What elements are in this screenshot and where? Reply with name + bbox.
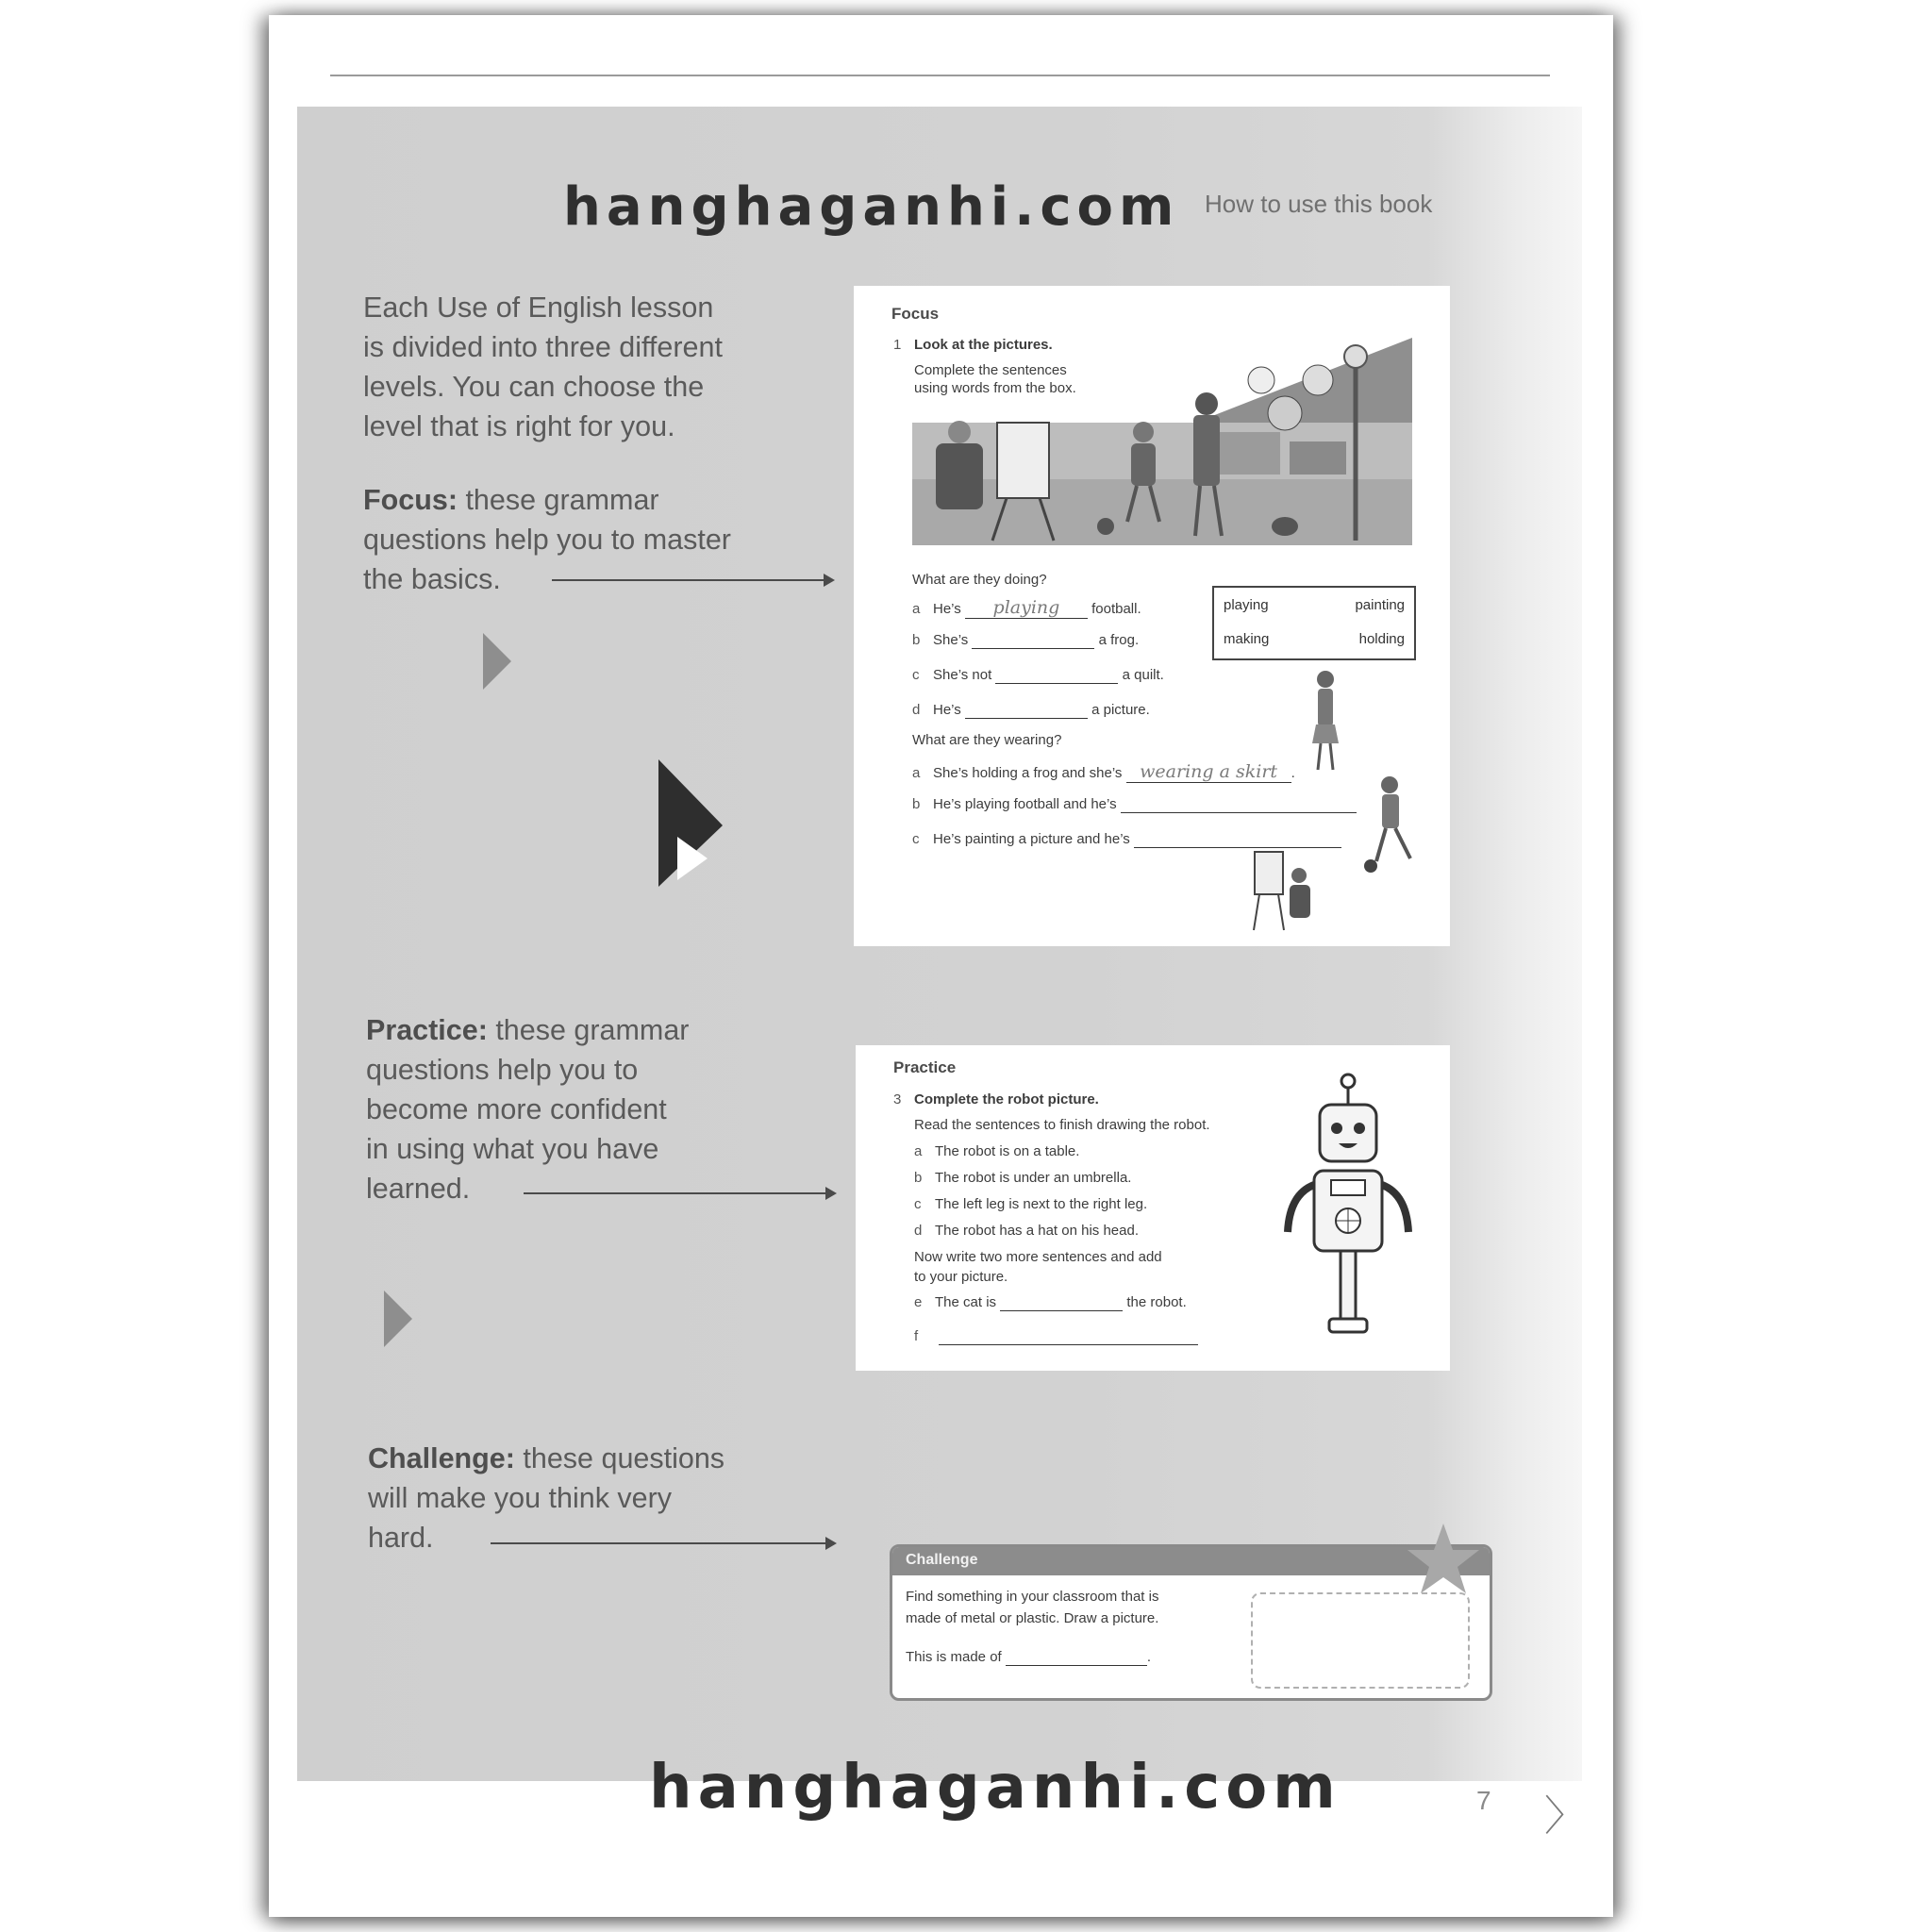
top-rule [330,75,1550,76]
section-header: How to use this book [1205,190,1433,218]
focus-card [854,286,1450,946]
girl-figure-illustration [1307,668,1344,772]
challenge-text: made of metal or plastic. Draw a picture. [906,1610,1159,1626]
challenge-arrow [491,1542,835,1544]
wearing-a: a She’s holding a frog and she’s wearing a skirt . [912,761,1295,782]
practice-arrow [524,1192,835,1194]
exercise-d: d He’s a picture. [912,702,1150,718]
wearing-c: c He’s painting a picture and he’s [912,831,1341,848]
practice-item: d The robot has a hat on his head. [914,1223,1139,1239]
challenge-description: Challenge: these questions will make you think very hard. [368,1442,725,1554]
practice-card [856,1045,1450,1371]
scanned-page [297,107,1586,1840]
challenge-card [890,1544,1492,1701]
practice-item-f: f [914,1328,1198,1345]
word-box: playing painting making holding [1212,586,1416,660]
practice-description: Practice: these grammar questions help you to become more confident in using what you have learned. [366,1014,690,1205]
challenge-fill-line: This is made of . [906,1649,1152,1665]
practice-heading: Practice [893,1058,957,1076]
practice-instruction: 3 Complete the robot picture. [893,1091,1099,1108]
boy-football-illustration [1363,772,1420,875]
practice-now-text: to your picture. [914,1269,1008,1285]
practice-now-text: Now write two more sentences and add [914,1249,1162,1265]
exercise-a: a He’s playing football. [912,597,1141,618]
book-page [269,15,1613,1917]
focus-heading: Focus [891,305,940,323]
practice-item-e: e The cat is the robot. [914,1294,1187,1310]
practice-item: a The robot is on a table. [914,1143,1080,1159]
watermark-top: hanghaganhi.com [563,176,1180,238]
focus-subtext: using words from the box. [914,380,1076,396]
focus-subtext: Complete the sentences [914,362,1067,378]
challenge-heading: Challenge [906,1552,978,1568]
drawing-box [1251,1592,1470,1689]
intro-text: Each Use of English lesson is divided into three different levels. You can choose the level that is right for you. [363,291,723,442]
next-page-chevron-icon[interactable]: 〉 [1544,1792,1586,1840]
painter-illustration [1250,847,1316,932]
exercise-c: c She’s not a quilt. [912,667,1164,683]
challenge-text: Find something in your classroom that is [906,1589,1159,1605]
focus-arrow [552,579,833,581]
exercise-b: b She’s a frog. [912,632,1140,648]
page-number: 7 [1476,1786,1491,1815]
wearing-b: b He’s playing football and he’s [912,796,1357,813]
decor-play-shape [658,759,724,887]
street-scene-illustration [912,338,1412,545]
decor-triangle [483,633,511,690]
practice-item: b The robot is under an umbrella. [914,1170,1132,1186]
focus-description: Focus: these grammar questions help you to master the basics. [363,484,731,595]
question-doing: What are they doing? [912,572,1047,588]
watermark-bottom: hanghaganhi.com [649,1753,1341,1823]
decor-triangle [384,1291,412,1347]
star-icon [1406,1522,1481,1597]
focus-instruction: 1 Look at the pictures. [893,337,1053,353]
practice-subtext: Read the sentences to finish drawing the robot. [914,1117,1210,1133]
robot-illustration [1271,1072,1426,1345]
practice-item: c The left leg is next to the right leg. [914,1196,1148,1212]
question-wearing: What are they wearing? [912,732,1062,748]
